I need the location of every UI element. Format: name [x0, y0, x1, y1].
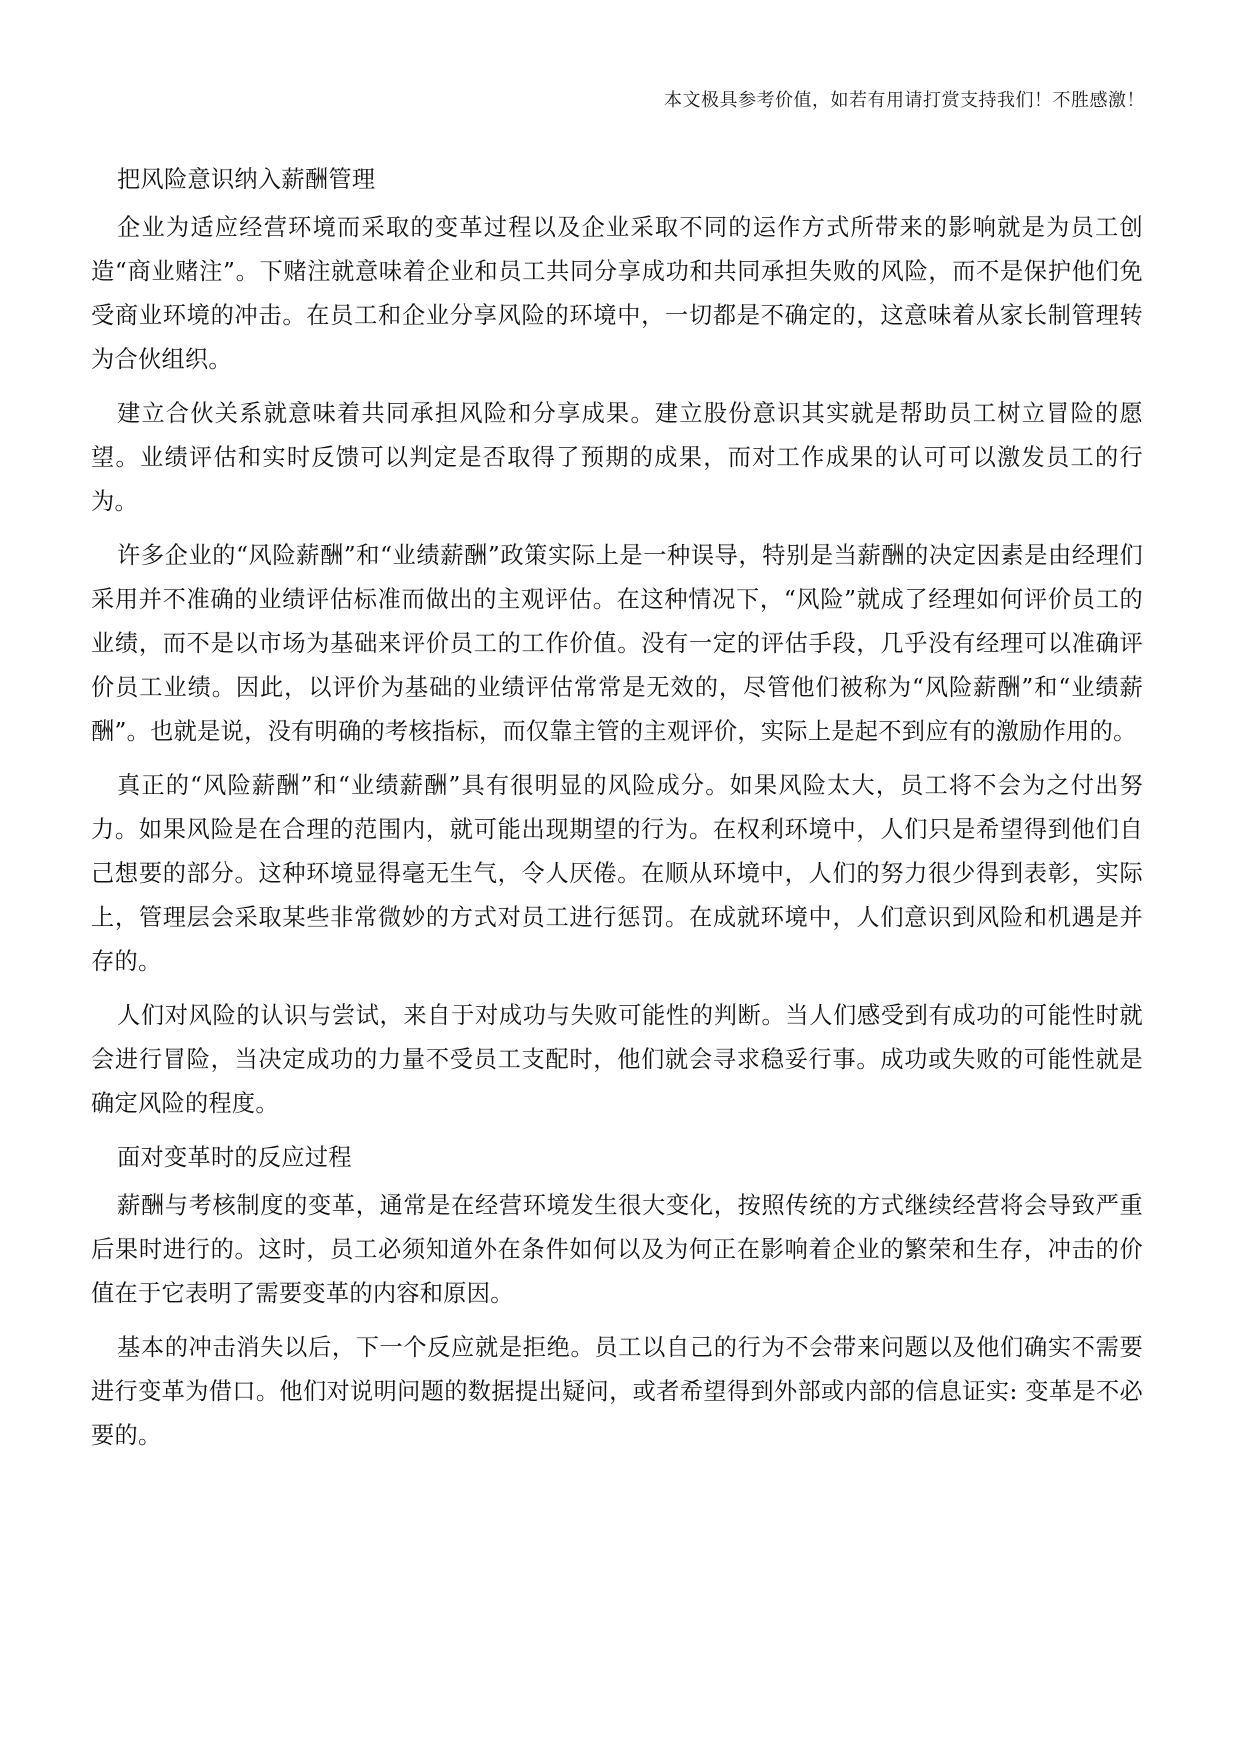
paragraph: 薪酬与考核制度的变革，通常是在经营环境发生很大变化，按照传统的方式继续经营将会导致严重后果时进行的。这时，员工必须知道外在条件如何以及为何正在影响着企业的繁荣和生存，冲击的价值在于它表明了需要变革的内容和原因。	[91, 1192, 1143, 1307]
paragraph: 基本的冲击消失以后，下一个反应就是拒绝。员工以自己的行为不会带来问题以及他们确实不需要进行变革为借口。他们对说明问题的数据提出疑问，或者希望得到外部或内部的信息证实: 变革是不必要的。	[91, 1334, 1143, 1449]
paragraph: 建立合伙关系就意味着共同承担风险和分享成果。建立股份意识其实就是帮助员工树立冒险的愿望。业绩评估和实时反馈可以判定是否取得了预期的成果，而对工作成果的认可可以激发员工的行为。	[91, 400, 1143, 515]
paragraph: 许多企业的“风险薪酬”和“业绩薪酬”政策实际上是一种误导，特别是当薪酬的决定因素是由经理们采用并不准确的业绩评估标准而做出的主观评估。在这种情况下，“风险”就成了经理如何评价员工的业绩，而不是以市场为基础来评价员工的工作价值。没有一定的评估手段，几乎没有经理可以准确评价员工业绩。因此，以评价为基础的业绩评估常常是无效的，尽管他们被称为“风险薪酬”和“业绩薪酬”。也就是说，没有明确的考核指标，而仅靠主管的主观评价，实际上是起不到应有的激励作用的。	[91, 542, 1143, 745]
header-note: 本文极具参考价值，如若有用请打赏支持我们！不胜感激！	[664, 90, 1145, 111]
document-body	[91, 158, 1143, 1468]
paragraph: 企业为适应经营环境而采取的变革过程以及企业采取不同的运作方式所带来的影响就是为员工创造“商业赌注”。下赌注就意味着企业和员工共同分享成功和共同承担失败的风险，而不是保护他们免受商业环境的冲击。在员工和企业分享风险的环境中，一切都是不确定的，这意味着从家长制管理转为合伙组织。	[91, 214, 1143, 373]
section-heading: 把风险意识纳入薪酬管理	[117, 166, 376, 193]
paragraph: 真正的“风险薪酬”和“业绩薪酬”具有很明显的风险成分。如果风险太大，员工将不会为之付出努力。如果风险是在合理的范围内，就可能出现期望的行为。在权利环境中，人们只是希望得到他们自己想要的部分。这种环境显得毫无生气，令人厌倦。在顺从环境中，人们的努力很少得到表彰，实际上，管理层会采取某些非常微妙的方式对员工进行惩罚。在成就环境中，人们意识到风险和机遇是并存的。	[91, 772, 1143, 975]
paragraph: 人们对风险的认识与尝试，来自于对成功与失败可能性的判断。当人们感受到有成功的可能性时就会进行冒险，当决定成功的力量不受员工支配时，他们就会寻求稳妥行事。成功或失败的可能性就是确定风险的程度。	[91, 1002, 1143, 1117]
section-heading: 面对变革时的反应过程	[117, 1144, 352, 1171]
